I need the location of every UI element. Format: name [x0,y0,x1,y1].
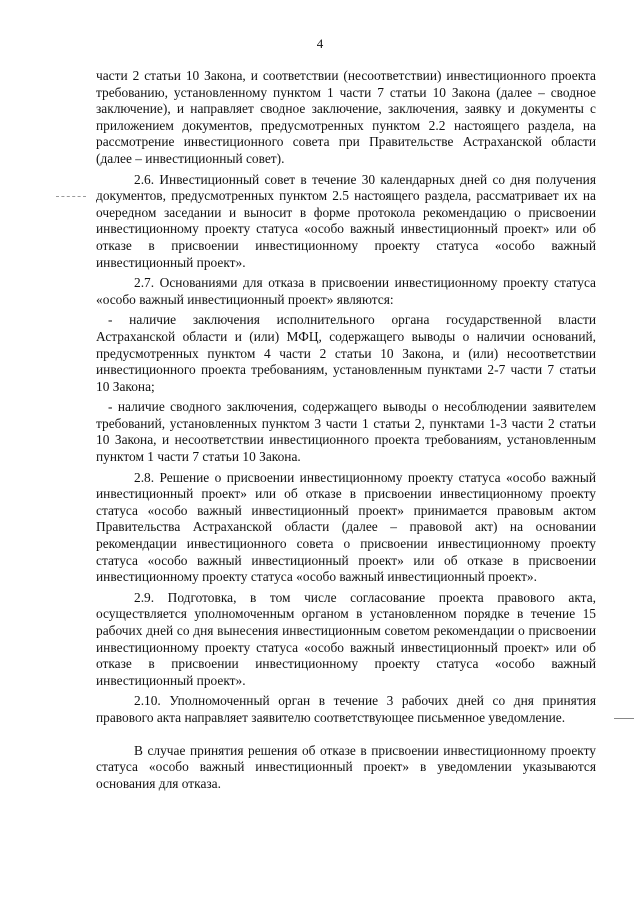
margin-mark-left [56,196,86,198]
document-body [96,68,596,792]
paragraph-2-9: 2.9. Подготовка, в том числе согласование проекта правового акта, осуществляется уполномоченным органом в установленном порядке в течение 15 рабочих дней со дня вынесения инвестиционным советом рекомендации о присвоении инвестиционному проекту статуса «особо важный инвестиционный проект» или об отказе в присвоении инвестиционному проекту статуса «особо важный инвестиционный проект». [96,589,596,688]
paragraph-2-8: 2.8. Решение о присвоении инвестиционному проекту статуса «особо важный инвестиционный проект» или об отказе в присвоении инвестиционному проекту статуса «особо важный инвестиционный проект» принимается правовым актом Правительства Астраханской области (далее – правовой акт) на основании рекомендации инвестиционного совета о присвоении инвестиционному проекту статуса «особо важный инвестиционный проект» или об отказе в присвоении инвестиционному проекту статуса «особо важный инвестиционный проект». [96,469,596,585]
margin-mark-right [614,718,634,720]
list-item-ground-2: - наличие сводного заключения, содержащего выводы о несоблюдении заявителем требований, установленных пунктом 3 части 1 статьи 2, пунктами 1-3 части 2 статьи 10 Закона, и несоответствии инвестиционного проекта требованиям, установленным пунктом 1 части 7 статьи 10 Закона. [96,399,596,465]
paragraph-2-6: 2.6. Инвестиционный совет в течение 30 календарных дней со дня получения документов, предусмотренных пунктом 2.5 настоящего раздела, рассматривает их на очередном заседании и выносит в форме протокола рекомендацию о присвоении инвестиционному проекту статуса «особо важный инвестиционный проект» или об отказе в присвоении инвестиционному проекту статуса «особо важный инвестиционный проект». [96,171,596,270]
paragraph-2-7: 2.7. Основаниями для отказа в присвоении инвестиционному проекту статуса «особо важный инвестиционный проект» являются: [96,275,596,307]
paragraph-continuation: части 2 статьи 10 Закона, и соответствии (несоответствии) инвестиционного проекта требованию, установленному пунктом 1 части 7 статьи 10 Закона (далее – сводное заключение), и направляет сводное заключение, заключения, заявку и документы с приложением документов, предусмотренных пунктом 2.2 настоящего раздела, на рассмотрение инвестиционного совета при Правительстве Астраханской области (далее – инвестиционный совет). [96,68,596,166]
page-number: 4 [316,36,324,51]
paragraph-2-10: 2.10. Уполномоченный орган в течение 3 рабочих дней со дня принятия правового акта направляет заявителю соответствующее письменное уведомление. [96,693,596,725]
list-item-ground-1: - наличие заключения исполнительного органа государственной власти Астраханской области и (или) МФЦ, содержащего выводы о наличии оснований, предусмотренных пунктом 4 части 2 статьи 10 Закона, и (или) несоответствии инвестиционного проекта требованиям, установленным пунктами 2-7 части 7 статьи 10 Закона; [96,312,596,394]
paragraph-refusal-notice: В случае принятия решения об отказе в присвоении инвестиционному проекту статуса «особо важный инвестиционный проект» в уведомлении указываются основания для отказа. [96,742,596,791]
